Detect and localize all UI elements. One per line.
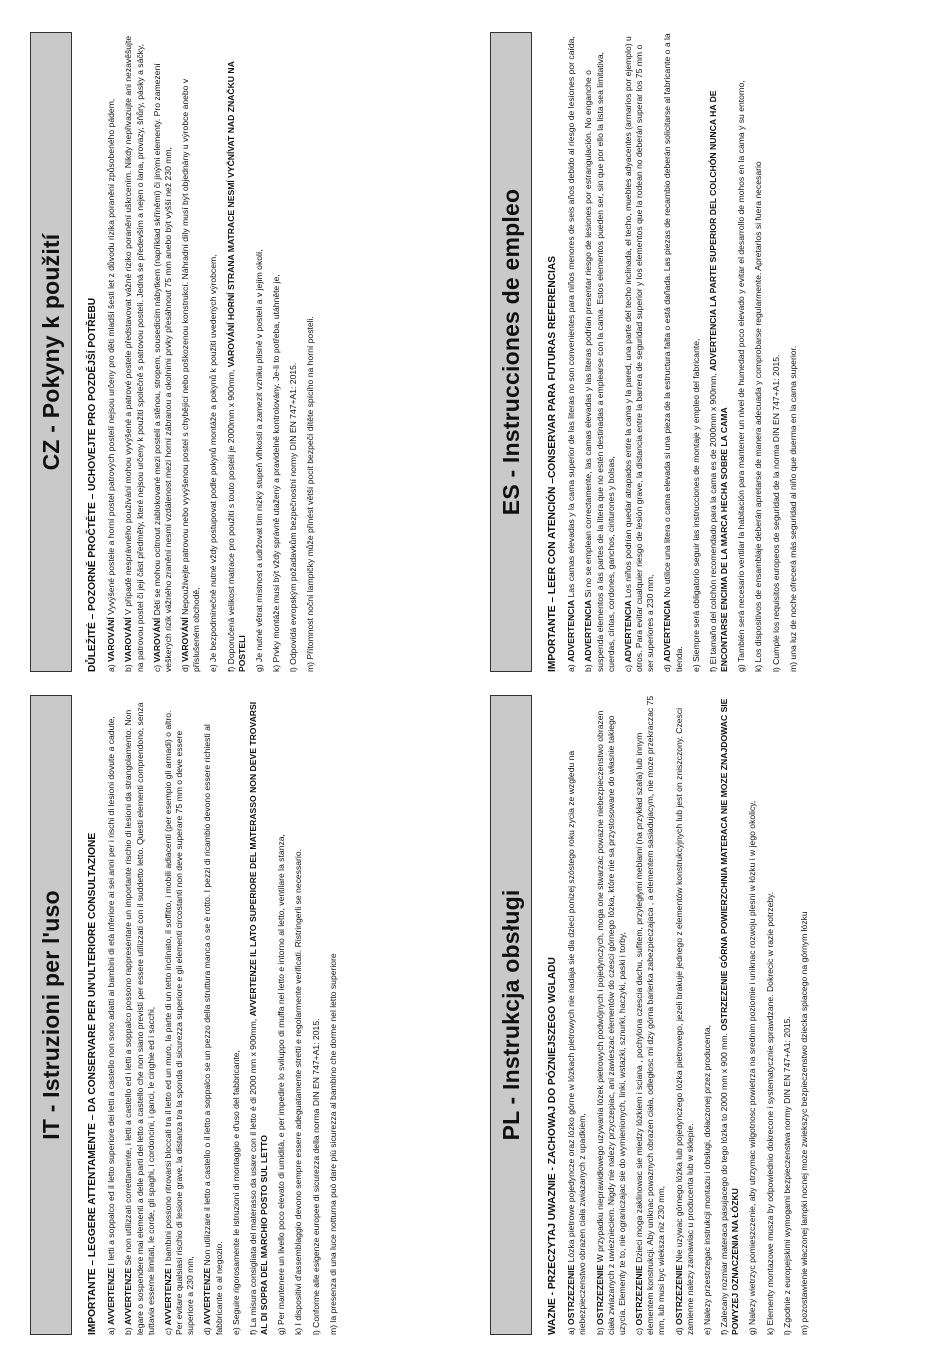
- item-prefix: d): [202, 1324, 213, 1335]
- item-text: Los niños podrían quedar atrapados entre la cama y la pared, una parte del techo inclinada, el techo, muebles adyacentes (armarios por ejemplo) u otros. Para evitar cualquier riesgo de lesión grave, la distancia entre la barrera de seguridad superior y los elementos que la rodean no deberán superar los 75 mm o ser superiores a 230 mm,: [622, 36, 656, 672]
- item-text: una luz de noche ofrecerá más seguridad al niño que duerma en la cama superior.: [787, 345, 798, 660]
- item-prefix: g): [253, 661, 264, 672]
- instruction-item: [566, 695, 588, 1335]
- instruction-item: [106, 32, 117, 672]
- section-title-cz: CZ - Pokyny k použití: [30, 32, 72, 672]
- instruction-item: [736, 32, 747, 672]
- item-text: Je bezpodmínečně nutné vždy postupovat podle pokynů montáže a pokynů k použití uvedených výrobcem,: [208, 254, 219, 662]
- item-text: Siempre será obligatorio seguir las instrucciones de montaje y empleo del fabricante,: [690, 338, 701, 662]
- instruction-item: [231, 695, 242, 1335]
- warning-label: OSTRZEZENIE: [673, 1264, 684, 1325]
- warning-label: VAROVÁNÍ: [180, 617, 191, 662]
- item-prefix: b): [123, 661, 134, 672]
- warning-label: AVVERTENZE: [123, 1267, 134, 1325]
- section-pl: [490, 695, 930, 1335]
- emphasis-text: AVVERTENZE IL LATO SUPERIORE DEL MATERASSO NON DEVE TROVARSI AL DI SOPRA DEL MARCHIO POSTO SUL LETTO: [247, 701, 270, 1335]
- item-text: V případě nesprávného používání mohou vyvýšené a patrové postele představovat vážné riziko poranění uškrcením. Nikdy nepřivazujte ani nezavěšujte na patrovou postel či její část předměty, které nejsou určeny k použití společně s patrovou postelí. Jedná se především a nejen o lana, provazy, šňůry, pásky a sáčky,: [123, 35, 145, 672]
- item-text: Non utilizzare il letto a castello o il letto a soppalco se un pezzo della struttura manca o se è rotto. I pezzi di ricambio devono essere richiesti al fabbricante o al negozio.: [202, 724, 224, 1335]
- warning-label: ADVERTENCIA: [583, 599, 594, 662]
- item-prefix: m): [787, 659, 798, 672]
- item-text: I letti a soppalco ed il letto superiore dei letti a castello non sono adatti ai bambini di età inferiore ai sei anni per i rischi di lesioni dovute a cadute,: [106, 716, 117, 1268]
- item-text: Las camas elevadas y la cama superior de las literas no son convenientes para niños menores de seis años debido al riesgo de lesiones por caída,: [566, 36, 577, 600]
- instruction-item: [765, 695, 776, 1335]
- item-prefix: b): [594, 1324, 605, 1335]
- item-text: El tamaño del colchón recomendado para la cama es de 2000mm x 900mm,: [707, 371, 718, 665]
- section-heading-it: IMPORTANTE – LEGGERE ATTENTAMENTE – DA CONSERVARE PER UN'ULTERIORE CONSULTAZIONE: [87, 832, 98, 1335]
- warning-label: VAROVÁNÍ: [106, 617, 117, 662]
- item-prefix: c): [151, 662, 162, 672]
- instruction-item: [782, 695, 793, 1335]
- item-prefix: m): [327, 1322, 338, 1335]
- item-text: Se non utilizzati correttamente, i letti a castello ed i letti a soppalco possono rappresentare un importante rischio di lesioni da strangolamento. Non legare o sospendere mai elementi a delle parti del letto a castello che non siano previsti per essere utilizzati con il suddetto letto. Questi elementi comprendono, senza tuttavia esserne limitati, le corde, gli spaghi, i cordoncini, i ganci, le cinghie ed i sacchi,: [123, 702, 156, 1335]
- item-prefix: c): [622, 662, 633, 672]
- item-prefix: b): [123, 1324, 134, 1335]
- instruction-item: [595, 695, 629, 1335]
- item-prefix: d): [180, 661, 191, 672]
- item-text: Zgodnie z europejskimi wymogami bezpieczenstwa normy DIN EN 747+A1: 2015.: [781, 1016, 792, 1328]
- instruction-item: [623, 32, 657, 672]
- item-prefix: k): [764, 1325, 775, 1335]
- item-prefix: a): [566, 661, 577, 672]
- emphasis-text: VAROVÁNÍ HORNÍ STRANA MATRACE NESMÍ VYČNÍVAT NAD ZNAČKU NA POSTELI: [225, 61, 247, 672]
- item-text: Seguire rigorosamente le istruzioni di montaggio e d'uso del fabbricante,: [230, 1050, 241, 1325]
- item-prefix: f): [247, 1327, 258, 1335]
- instruction-item: [163, 695, 197, 1335]
- instruction-item: [276, 695, 287, 1335]
- item-text: Je nutné větrat místnost a udržovat tím nízký stupeň vlhkosti a zamezit vzniku plísně v posteli a v jejím okolí,: [253, 249, 264, 662]
- item-text: Lózka pietrowe pojedyncze oraz lózko górne w lózkach pietrowych nie nadaja sie dla dzieci ponizej szóstego roku zycia ze wzgledu na niebezpieczenstwo obrazen ciała zwiazanych z upadkiem,: [566, 750, 588, 1335]
- instruction-item: [311, 695, 322, 1335]
- warning-label: OSTRZEZENIE: [634, 1265, 645, 1326]
- item-prefix: e): [230, 1324, 241, 1335]
- item-text: Nalezy wietrzyc pomieszczenie, aby utrzymac wilgotnosc powietrza na srednim poziomie i uniknac rozwoju plesni w łózku i w jego okolicy,: [747, 800, 758, 1325]
- warning-label: ADVERTENCIA: [662, 599, 673, 662]
- item-prefix: k): [271, 662, 282, 672]
- instruction-item: [123, 695, 157, 1335]
- instruction-item: [634, 695, 668, 1335]
- section-title-pl: PL - Instrukcja obsługi: [490, 695, 532, 1335]
- item-prefix: k): [753, 662, 764, 672]
- item-prefix: l): [781, 1327, 792, 1335]
- instruction-item: [288, 32, 299, 672]
- item-prefix: a): [566, 1324, 577, 1335]
- item-prefix: e): [701, 1324, 712, 1335]
- instruction-item: [208, 32, 219, 672]
- item-prefix: l): [288, 664, 299, 672]
- section-title-it: IT - Istruzioni per l'uso: [30, 695, 72, 1335]
- instruction-item: [152, 32, 174, 672]
- item-prefix: a): [106, 1324, 117, 1335]
- item-text: la presenza di una luce notturna può dare più sicurezza al bambino che dorme nel letto superiore: [327, 953, 338, 1323]
- item-text: Přítomnost noční lampičky může přinést větší pocit bezpečí dítěte spícího na horní posteli.: [305, 316, 316, 660]
- item-text: Prvky montáže musí být vždy správně utažený a pravidelně kontrolovány. Je-li to potřeba, utáhněte je,: [271, 274, 282, 663]
- instruction-item: [662, 32, 684, 672]
- section-title-es: ES - Instrucciones de empleo: [490, 32, 532, 672]
- instruction-item: [180, 32, 202, 672]
- instruction-item: [691, 32, 702, 672]
- instruction-item: [248, 695, 270, 1335]
- instruction-item: [328, 695, 339, 1335]
- item-text: I dispositivi d'assemblaggio devono sempre essere adeguatamente stretti e regolarmente verificati. Ristringerli se necessario.: [293, 849, 304, 1326]
- item-text: I bambini possono ritrovarsi bloccati tra il letto ed un muro, la parte di un tetto inclinato, il soffitto, i mobili adiacenti (per esempio gli armadi) o altro. Per evitare qualsiasi rischio di lesione grave, la distanza tra la sponda di sicurezza superiore e gli elementi circostanti non deve superare 75 mm o deve essere superiore a 230 mm,: [162, 710, 196, 1335]
- warning-label: AVVERTENZE: [162, 1268, 173, 1326]
- warning-label: AVVERTENZE: [106, 1267, 117, 1325]
- item-prefix: e): [690, 661, 701, 672]
- item-text: Odpovídá evropským požadavkům bezpečnostní normy DIN EN 747+A1: 2015.: [288, 362, 299, 665]
- item-text: Zalecany rozmiar materaca pasujacego do tego lózka to 2000 mm x 900 mm.: [719, 1030, 730, 1328]
- item-prefix: e): [208, 661, 219, 672]
- item-text: Cumple los requisitos europeos de seguridad de la norma DIN EN 747+A1: 2015.: [770, 354, 781, 665]
- warning-label: OSTRZEZENIE: [594, 1264, 605, 1325]
- instruction-list-it: [106, 695, 339, 1335]
- instruction-item: [702, 695, 713, 1335]
- instruction-list-es: [566, 32, 799, 672]
- item-text: Vyvýšené postele a horní postel patrových postelí nejsou určeny pro děti mladší šesti let z důvodu rizika poranění způsobeného pádem,: [106, 98, 117, 618]
- section-cz: [30, 32, 470, 672]
- item-prefix: c): [634, 1325, 645, 1335]
- item-text: Děti se mohou ocitnout zablokované mezi postelí a stěnou, stropem, sousedícím nábytkem (například skříněmi) či jinými elementy. Pro zamezení veškerých rizik vážného zranění nesmí vzdálenost mezi horní zábranou a okolními prvky přesáhnout 75 mm anebo být vyšší než 230 mm,: [151, 63, 173, 672]
- item-text: Doporučená velikost matrace pro použití s touto postelí je 2000mm x 900mm,: [225, 367, 236, 665]
- item-text: Dzieci moga zaklinowac sie miedzy lózkiem i sciana , pochylona czescia dachu, sufitem, przyległymi meblami (na przykład szafa) lub innym elementem konstrukcji. Aby uniknac powaznych obrazen ciała, odległosc mi dzy górna barierka zabezpieczajaca , a elementem sasiadujacym, nie moze przekraczac 75 mm, lub musi byc wieksza niz 230 mm,: [634, 695, 667, 1335]
- section-heading-cz: DŮLEŽITÉ – POZORNĚ PROČTĚTE – UCHOVEJTE PRO POZDĚJŠÍ POTŘEBU: [87, 297, 98, 672]
- item-prefix: k): [293, 1325, 304, 1335]
- item-prefix: f): [719, 1327, 730, 1335]
- item-prefix: m): [799, 1322, 809, 1335]
- instruction-item: [106, 695, 117, 1335]
- instruction-item: [708, 32, 730, 672]
- item-prefix: c): [162, 1325, 173, 1335]
- instruction-item: [583, 32, 617, 672]
- warning-label: OSTRZEZENIE: [566, 1264, 577, 1325]
- section-it: [30, 695, 470, 1335]
- instruction-item: [719, 695, 741, 1335]
- instruction-item: [771, 32, 782, 672]
- item-prefix: f): [707, 664, 718, 672]
- instruction-item: [799, 695, 810, 1335]
- item-text: Los dispositivos de ensamblaje deberán apretarse de manera adecuada y comprobarse regularmente. Apretarlos si fuera necesario: [753, 161, 764, 663]
- item-prefix: g): [736, 662, 747, 672]
- item-text: Nalezy przestrzegac instrukcji montazu i obsługi, dołaczonej przez producenta,: [701, 1024, 712, 1325]
- instruction-item: [202, 695, 224, 1335]
- instruction-item: [747, 695, 758, 1335]
- item-prefix: f): [225, 664, 236, 672]
- item-text: También será necesario ventilar la habitación para mantener un nivel de humedad poco elevado y evitar el desarrollo de mohos en la cama y su entorno,: [736, 80, 747, 663]
- warning-label: VAROVÁNÍ: [123, 617, 134, 662]
- warning-label: AVVERTENZE: [202, 1267, 213, 1325]
- instruction-item: [753, 32, 764, 672]
- item-prefix: b): [583, 661, 594, 672]
- item-text: Per mantenere un livello poco elevato di umidità, e per impedire lo sviluppo di muffa nel letto e intorno al letto, ventilare la stanza,: [276, 834, 287, 1325]
- item-text: W przypadku nieprawidłowego uzywania lózek pietrowych podwójnych i pojedynczych, moga one stwarzac powazne niebezpieczenstwo obrazen ciała zwiazanych z uwieznieciem. Nigdy nie nalezy przyczepiac, ani zawieszac elementów do czesci górnego lózka, które nie sa przystosowane do własnie takiego uzycia. Elementy te to, nie ograniczajac sie do wymienionych, linki, wstazki, sznurki, haczyki, paski i torby,: [594, 710, 627, 1335]
- warning-label: ADVERTENCIA: [622, 600, 633, 663]
- item-text: No utilice una litera o cama elevada si una pieza de la estructura falta o está dañada. Las piezas de recambio deberán solicitarse al fabricante o a la tienda.: [662, 33, 684, 672]
- instruction-item: [293, 695, 304, 1335]
- item-text: Conforme alle esigenze europee di sicurezza della norma DIN EN 747+A1: 2015.: [310, 1018, 321, 1328]
- item-text: Si no se emplean correctamente, las camas elevadas y las literas podrían presentar riesgo de lesiones por estrangulación. No enganche o suspenda elementos a las partes de la litera que no estén destinadas a emplearse con la cama. Estos elementos pueden ser, sin que por ello la lista sea limitativa, cuerdas, cintas, cordones, ganchos, cinturones y bolsas,: [583, 51, 616, 672]
- item-text: pozostawienie właczonej lampki nocnej moze zwiekszyc bezpieczenstwo dziecka spiacego na górnym łózku: [799, 911, 809, 1323]
- item-text: La misura consigliata del materasso da usare con il letto è di 2000 mm x 900mm,: [247, 1016, 258, 1328]
- section-es: [490, 32, 930, 672]
- section-heading-es: IMPORTANTE – LEER CON ATENCIÓN –CONSERVAR PARA FUTURAS REFERENCIAS: [547, 255, 558, 672]
- instruction-item: [123, 32, 145, 672]
- item-prefix: l): [770, 664, 781, 672]
- item-prefix: g): [747, 1324, 758, 1335]
- emphasis-text: ADVERTENCIA LA PARTE SUPERIOR DEL COLCHÓN NUNCA HA DE ENCONTARSE ENCIMA DE LA MARCA HECHA SOBRE LA CAMA: [707, 90, 730, 672]
- item-prefix: m): [305, 659, 316, 672]
- instruction-item: [788, 32, 799, 672]
- item-prefix: d): [662, 661, 673, 672]
- instruction-item: [226, 32, 248, 672]
- instruction-item: [674, 695, 696, 1335]
- item-prefix: d): [673, 1324, 684, 1335]
- instruction-item: [305, 32, 316, 672]
- warning-label: VAROVÁNÍ: [151, 617, 162, 663]
- item-prefix: l): [310, 1327, 321, 1335]
- item-prefix: a): [106, 661, 117, 672]
- instruction-list-cz: [106, 32, 316, 672]
- emphasis-text: OSTRZEZENIE GÓRNA POWIERZCHNIA MATERACA NIE MOZE ZNAJDOWAC SIE POWYZEJ OZNACZENIA NA ŁÓZKU: [719, 698, 741, 1335]
- warning-label: ADVERTENCIA: [566, 599, 577, 662]
- instruction-list-pl: [566, 695, 810, 1335]
- item-prefix: g): [276, 1324, 287, 1335]
- section-heading-pl: WAZNE - PRZECZYTAJ UWAZNIE - ZACHOWAJ DO PÓZNIEJSZEGO WGLADU: [547, 957, 558, 1335]
- instruction-item: [566, 32, 577, 672]
- item-text: Nie uzywac górnego lózka lub pojedynczego lózka pietrowego, jezeli brakuje jednego z elementów konstrukcyjnych lub jest on zniszczony. Czesci zamienne nalezy zamawiac u producenta lub w sklepie.: [673, 707, 695, 1335]
- instruction-item: [254, 32, 265, 672]
- instruction-item: [271, 32, 282, 672]
- item-text: Nepoužívejte patrovou nebo vyvýšenou postel s chybějící nebo poškozenou konstrukcí. Náhradní díly musí být objednány u výrobce anebo v příslušeném obchodě,: [180, 78, 202, 672]
- item-text: Elementy montazowe musza by odpowiednio dokrecone i systematycznie sprawdzane. Dokrecic w razie potrzeby.: [764, 891, 775, 1326]
